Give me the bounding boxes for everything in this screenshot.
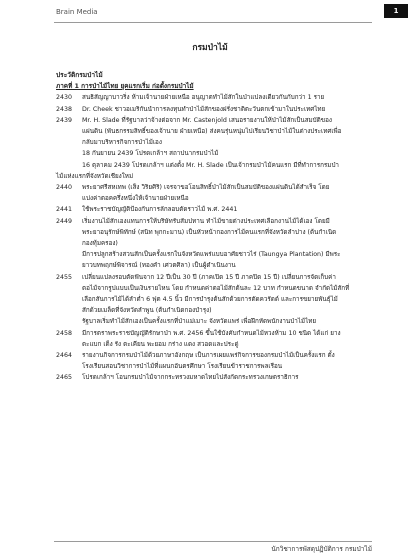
- entry-year: 2458: [56, 329, 73, 337]
- page-number-tab: 1: [384, 4, 408, 18]
- header-divider: [54, 22, 372, 23]
- entry-text: โรงเรียนสอนวิชาการป่าไม้ที่แผนกอันตรศึกษา โรงเรียนข้าราชการพลเรือน: [82, 363, 283, 371]
- brand-name: Brain Media: [56, 8, 98, 16]
- entry-text: กองทุ้มครอง): [82, 240, 118, 248]
- entry-text: มีการตราพระราชบัญญัติรักษาป่า พ.ศ. 2456 ขึ้นใช้บังคับกำหนดไม้หวงห้าม 10 ชนิด ได้แก่ ยาง: [82, 329, 341, 337]
- entry-continuation: ไม้แห่งแรกที่จังหวัดเชียงใหม่: [56, 172, 134, 180]
- entry-text: สนธิสัญญาบาวริ่ง ห้ามเจ้านายฝ่ายเหนือ อนุญาตทำไม้สักในป่าแปลงเดียวกันกับกว่า 1 ราย: [82, 94, 325, 102]
- section-heading: ประวัติกรมป่าไม้: [56, 71, 103, 79]
- entry-year: 2440: [56, 184, 73, 192]
- entry-text: ใช้พระราชบัญญัติป้องกันการลักลอบตัดราวไม้ พ.ศ. 2441: [82, 206, 238, 214]
- document-body: [56, 70, 372, 384]
- entry-text: เปลี่ยนแปลงรอบตัดฟันจาก 12 ปีเป็น 30 ปี (ภาคเปิด 15 ปี ภาคปิด 15 ปี) เปลี่ยนการจัดเก็บค่า: [82, 273, 336, 281]
- entry-year: 2430: [56, 94, 73, 102]
- page-footer: นักวิชาการพัสดุปฏิบัติการ กรมป่าไม้: [271, 545, 372, 553]
- entry-text: กลับมาบริหารกิจการป่าไม้เอง: [82, 139, 162, 147]
- entry-text: Dr. Cheek ชาวอเมริกันนำการลงทุนทำป่าไม้สักของฝรั่งชาติตะวันตกเข้ามาในประเทศไทย: [82, 105, 326, 113]
- entry-year: 2438: [56, 105, 73, 113]
- entry-text: โปรดเกล้าฯ โอนกรมป่าไม้จากกระทรวงมหาดไทยไปสังกัดกระทรวงเกษตราธิการ: [82, 374, 299, 382]
- page-header: [0, 0, 420, 22]
- timeline-entry: [56, 272, 372, 328]
- phase-heading: ภาคที่ 1 การป่าไม้ไทย ยุคแรกเริ่ม ก่อตั้งกรมป่าไม้: [56, 82, 194, 91]
- timeline-entry: [56, 204, 372, 215]
- entry-year: 2449: [56, 217, 73, 225]
- timeline-entry: [56, 216, 372, 272]
- timeline-entry: [56, 115, 372, 171]
- entry-text: เลือกสันการไม้ได้ลำต่ำ 6 ฟุต 4.5 นิ้ว มีการบำรุงต้นสักด้วยการตัดควรัดด์ และการขยายพันธุ์ไม้: [82, 296, 338, 304]
- entry-year: 2441: [56, 206, 73, 214]
- entry-year: 2464: [56, 352, 73, 360]
- entry-text: Mr. H. Slade ที่รัฐบาลว่าจ้างต่อจาก Mr. Castenjold เสนอรายงานให้ป่าไม้สักเป็นสมบัติของ: [82, 116, 332, 124]
- entry-text: สักด้วยเมล็ดที่จังหวัดลำพูน (ต้นกำเนิดกองบำรุง): [82, 307, 212, 315]
- timeline-entry: [56, 182, 372, 204]
- entry-year: 2465: [56, 374, 73, 382]
- entry-subtext: มีการปลูกสร้างสวนสักเป็นครั้งแรกในจังหวัดแพร่แบบอาศัยชาวไร่ (Taungya Plantation) มีพระ: [82, 251, 341, 259]
- timeline-entry: [56, 350, 372, 372]
- entry-year: 2439: [56, 116, 73, 124]
- entry-text: ตะแบก เต็ง รัง ตะเคียน พะยอม กร่าง แดง สวอดและประดู่: [82, 340, 239, 348]
- entry-subtext: ยาวบทพฤกษ์พิจารณ์ (ทองคำ เศวตศิลา) เป็นผู้ดำเนินงาน: [82, 262, 236, 270]
- footer-divider: [54, 541, 372, 542]
- entry-text: พระยาศรีสหเทพ (เส็ง วิริยศิริ) เจรจาขอโอนสิทธิ์ป่าไม้สักเป็นสมบัติของแผ่นดินได้สำเร็จ โดย: [82, 184, 330, 192]
- entry-year: 2455: [56, 273, 73, 281]
- timeline-entry: [56, 372, 372, 383]
- page-title: กรมป่าไม้: [192, 43, 228, 53]
- entry-text: แผ่นดิน (พันธกรรมสิทธิ์ของเจ้านาย ฝ่ายเหนือ) ส่งคนรุ่นหนุ่มไปเรียนวิชาป่าไม้ในต่างประเทศเพื่อ: [82, 128, 342, 136]
- entry-subtext: 16 ตุลาคม 2439 โปรดเกล้าฯ แต่งตั้ง Mr. H. Slade เป็นเจ้ากรมป่าไม้คนแรก มีที่ทำการกรมป่า: [82, 161, 339, 169]
- entry-text: เริ่มงานไม้สักเองแทนการให้บริษัทรับสัมปทาน ทำไม้ขายต่างประเทศเลือกงานไม้ได้เอง โดยมี: [82, 217, 330, 225]
- entry-subtext: รัฐบาลเริ่มทำไม้สักเองเป็นครั้งแรกที่ป่าแม่เมาะ จังหวัดแพร่ เพื่อฝึกหัดพนักงานป่าไม้ไทย: [82, 318, 317, 326]
- entry-subtext: 18 กันยายน 2439 โปรดเกล้าฯ สถาปนากรมป่าไม้: [82, 150, 219, 158]
- timeline-entry: [56, 328, 372, 350]
- entry-text: แบ่งค่าตอคครึ่งหนึ่งให้เจ้านายฝ่ายเหนือ: [82, 195, 189, 203]
- entry-text: รายงานกิจการกรมป่าไม้ด้วยภาษาอังกฤษ เป็นการเผยแพร่กิจการของกรมป่าไม้เป็นครั้งแรก ตั้ง: [82, 352, 335, 360]
- entry-text: ตอไม้จากรูปแบบเป็นเงินรายไหน โดย กำหนดค่าตอไม้สักต้นละ 12 บาท กำหนดขนาด จำกัดไม้สักที่: [82, 284, 350, 292]
- timeline-entry: [56, 104, 372, 115]
- entry-text: พระยาอนุรักษ์พิทักษ์ (สนิท พุกกะมาน) เป็นหัวหน้ากองการไม้คนแรกที่จังหวัดลำปาง (ต้นกำเนิด: [82, 228, 337, 236]
- timeline-entry: [56, 92, 372, 103]
